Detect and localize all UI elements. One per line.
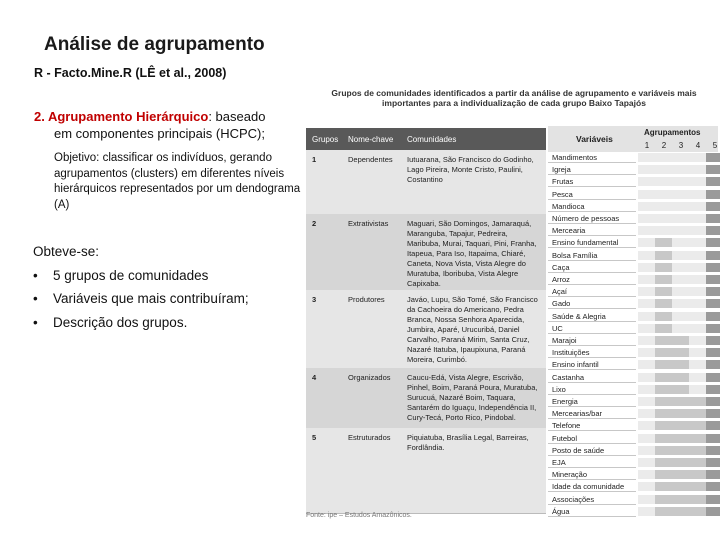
variable-name: Telefone: [552, 421, 581, 431]
group-name: Organizados: [348, 373, 391, 382]
group-column-number: 5: [712, 141, 718, 150]
variable-name: Mineração: [552, 470, 588, 480]
variable-name: Mercearias/bar: [552, 409, 603, 419]
variables-label: Variáveis: [576, 134, 613, 144]
matrix-cell: [689, 153, 706, 162]
table-row: [306, 368, 546, 429]
row-divider: [548, 321, 636, 322]
matrix-cell: [672, 482, 689, 491]
variable-name: Caça: [552, 262, 570, 272]
matrix-cell: [638, 251, 655, 260]
variable-row: [548, 385, 718, 395]
variable-name: Lixo: [552, 384, 566, 394]
group-number: 3: [312, 295, 317, 304]
variable-name: Saúde & Alegria: [552, 311, 606, 321]
variable-name: Igreja: [552, 165, 571, 175]
matrix-cell: [638, 421, 655, 430]
matrix-cell: [672, 299, 689, 308]
group-name: Extrativistas: [348, 219, 389, 228]
variable-row: [548, 446, 718, 456]
matrix-cell: [655, 190, 672, 199]
row-divider: [548, 260, 636, 261]
variable-name: Número de pessoas: [552, 214, 620, 223]
matrix-cell: [689, 190, 706, 199]
variable-name: Energia: [552, 397, 578, 406]
matrix-cell: [655, 238, 672, 247]
communities-table: [306, 128, 546, 513]
row-divider: [548, 296, 636, 297]
matrix-cell: [689, 434, 706, 443]
variable-name: Posto de saúde: [552, 445, 605, 455]
table-row: [306, 290, 546, 369]
group-name: Estruturados: [348, 433, 391, 442]
matrix-cell: [706, 190, 720, 199]
matrix-cell: [672, 324, 689, 333]
variable-row: [548, 226, 718, 236]
row-divider: [548, 284, 636, 285]
matrix-cell: [638, 287, 655, 296]
matrix-cell: [655, 153, 672, 162]
matrix-cell: [655, 324, 672, 333]
variable-row: [548, 202, 718, 212]
matrix-cell: [689, 348, 706, 357]
variable-row: [548, 470, 718, 480]
group-column-number: 1: [644, 141, 650, 150]
matrix-cell: [638, 336, 655, 345]
variable-name: EJA: [552, 458, 566, 467]
matrix-cell: [672, 177, 689, 186]
matrix-cell: [706, 495, 720, 504]
row-divider: [548, 455, 636, 456]
results-item: • 5 grupos de comunidades: [33, 264, 249, 288]
matrix-cell: [655, 507, 672, 516]
matrix-cell: [655, 226, 672, 235]
matrix-cell: [706, 287, 720, 296]
matrix-cell: [689, 312, 706, 321]
matrix-cell: [672, 287, 689, 296]
group-number: 5: [312, 433, 317, 442]
matrix-cell: [655, 385, 672, 394]
matrix-cell: [655, 275, 672, 284]
matrix-cell: [672, 336, 689, 345]
matrix-cell: [689, 226, 706, 235]
group-number: 1: [312, 155, 317, 164]
matrix-cell: [706, 202, 720, 211]
matrix-cell: [706, 238, 720, 247]
matrix-cell: [706, 153, 720, 162]
slide-title: Análise de agrupamento: [44, 34, 265, 55]
matrix-cell: [638, 299, 655, 308]
variable-row: [548, 373, 718, 383]
matrix-cell: [706, 336, 720, 345]
matrix-cell: [638, 324, 655, 333]
matrix-cell: [672, 409, 689, 418]
matrix-cell: [672, 495, 689, 504]
matrix-cell: [638, 458, 655, 467]
matrix-cell: [689, 507, 706, 516]
variable-name: Associações: [552, 494, 595, 504]
table-row: [306, 150, 546, 215]
matrix-cell: [638, 385, 655, 394]
variable-row: [548, 275, 718, 285]
row-divider: [548, 211, 636, 212]
figure-source: Fonte: ipe – Estudos Amazônicos.: [306, 512, 412, 519]
matrix-cell: [655, 446, 672, 455]
variable-name: Bolsa Família: [552, 250, 598, 260]
matrix-cell: [655, 287, 672, 296]
matrix-cell: [689, 336, 706, 345]
variable-row: [548, 507, 718, 517]
matrix-cell: [655, 421, 672, 430]
matrix-cell: [638, 470, 655, 479]
row-divider: [548, 430, 636, 431]
matrix-cell: [689, 287, 706, 296]
matrix-cell: [655, 214, 672, 223]
matrix-cell: [672, 275, 689, 284]
variable-row: [548, 214, 718, 224]
matrix-cell: [672, 434, 689, 443]
method-text-2: em componentes principais (HCPC);: [54, 126, 265, 141]
matrix-cell: [638, 238, 655, 247]
variable-row: [548, 348, 718, 358]
matrix-cell: [689, 214, 706, 223]
row-divider: [548, 333, 636, 334]
matrix-cell: [672, 385, 689, 394]
matrix-cell: [706, 263, 720, 272]
matrix-cell: [706, 324, 720, 333]
header-communities: Comunidades: [407, 135, 457, 144]
variable-row: [548, 251, 718, 261]
variable-row: [548, 458, 718, 468]
matrix-cell: [655, 458, 672, 467]
row-divider: [548, 247, 636, 248]
variable-name: Açaí: [552, 287, 568, 297]
results-item: • Variáveis que mais contribuíram;: [33, 287, 249, 311]
variable-name: Instituições: [552, 348, 590, 358]
variable-row: [548, 409, 718, 419]
matrix-cell: [655, 165, 672, 174]
variable-row: [548, 287, 718, 297]
matrix-cell: [706, 470, 720, 479]
matrix-cell: [672, 202, 689, 211]
matrix-cell: [638, 507, 655, 516]
matrix-cell: [672, 373, 689, 382]
header-group: Grupos: [312, 135, 339, 144]
matrix-cell: [638, 202, 655, 211]
matrix-cell: [672, 226, 689, 235]
matrix-cell: [672, 348, 689, 357]
matrix-cell: [638, 190, 655, 199]
row-divider: [548, 308, 636, 309]
matrix-cell: [706, 299, 720, 308]
matrix-cell: [689, 397, 706, 406]
matrix-cell: [689, 263, 706, 272]
variable-name: Frutas: [552, 177, 574, 187]
variable-name: Castanha: [552, 372, 585, 382]
variable-name: UC: [552, 323, 563, 333]
matrix-cell: [655, 360, 672, 369]
group-communities: Maguari, São Domingos, Jamaraquá, Maranguba, Tapajur, Pedreira, Maribuba, Murai, Taquari, Pini, Franha, Itapeua, Para Iso, Itapaima, Chiaré, Caneta, Nova Vista, Vista Alegre do Muratuba, Iboribuba, Vista Alegre Capixaba.: [407, 219, 537, 288]
matrix-cell: [706, 482, 720, 491]
matrix-cell: [689, 360, 706, 369]
variables-matrix: [548, 126, 718, 518]
matrix-cell: [689, 446, 706, 455]
matrix-cell: [706, 458, 720, 467]
matrix-cell: [655, 263, 672, 272]
matrix-cell: [655, 348, 672, 357]
row-divider: [548, 491, 636, 492]
matrix-cell: [672, 263, 689, 272]
variable-name: Idade da comunidade: [552, 482, 625, 492]
group-column-number: 3: [678, 141, 684, 150]
group-number: 2: [312, 219, 317, 228]
matrix-cell: [638, 373, 655, 382]
matrix-cell: [706, 446, 720, 455]
matrix-cell: [689, 373, 706, 382]
table-row: [306, 428, 546, 514]
row-divider: [548, 382, 636, 383]
matrix-cell: [706, 251, 720, 260]
matrix-cell: [689, 409, 706, 418]
results-list: [33, 264, 249, 335]
matrix-cell: [689, 421, 706, 430]
variable-name: Água: [552, 506, 570, 516]
matrix-cell: [655, 177, 672, 186]
matrix-cell: [672, 446, 689, 455]
slide-subtitle: R - Facto.Mine.R (LÊ et al., 2008): [34, 66, 227, 80]
matrix-cell: [638, 397, 655, 406]
row-divider: [548, 369, 636, 370]
matrix-cell: [689, 458, 706, 467]
matrix-cell: [672, 214, 689, 223]
matrix-cell: [706, 360, 720, 369]
variable-name: Futebol: [552, 433, 578, 443]
group-communities: Caucu-Edá, Vista Alegre, Escrivão, Pinhel, Boim, Paraná Poura, Muratuba, Surucuá, Nazaré Boim, Taquara, Santarém do Iguaçu, Independência II, Cury-Tecá, Porto Rico, Pindobal.: [407, 373, 538, 422]
variable-name: Mandioca: [552, 201, 585, 211]
variable-row: [548, 397, 718, 407]
matrix-cell: [689, 385, 706, 394]
variable-row: [548, 324, 718, 334]
matrix-cell: [706, 507, 720, 516]
row-divider: [548, 357, 636, 358]
group-communities: Iutuarana, São Francisco do Godinho, Lago Pireira, Monte Cristo, Paulini, Costantino: [407, 155, 534, 184]
matrix-cell: [689, 495, 706, 504]
row-divider: [548, 406, 636, 407]
objective-text: Objetivo: classificar os indivíduos, gerando agrupamentos (clusters) em diferentes níveis hierárquicos representados por um dendograma (A): [54, 152, 301, 211]
matrix-cell: [672, 507, 689, 516]
matrix-cell: [706, 397, 720, 406]
matrix-cell: [638, 214, 655, 223]
matrix-cell: [689, 482, 706, 491]
matrix-cell: [638, 165, 655, 174]
matrix-cell: [672, 458, 689, 467]
method-text-1: : baseado: [208, 109, 266, 124]
matrix-cell: [689, 238, 706, 247]
matrix-cell: [638, 177, 655, 186]
matrix-cell: [689, 324, 706, 333]
matrix-cell: [638, 153, 655, 162]
matrix-cell: [689, 251, 706, 260]
variable-row: [548, 177, 718, 187]
matrix-cell: [689, 299, 706, 308]
matrix-cell: [672, 360, 689, 369]
matrix-cell: [706, 177, 720, 186]
matrix-cell: [706, 434, 720, 443]
matrix-cell: [672, 153, 689, 162]
row-divider: [548, 199, 636, 200]
variable-row: [548, 299, 718, 309]
matrix-cell: [638, 275, 655, 284]
matrix-cell: [706, 226, 720, 235]
matrix-cell: [655, 434, 672, 443]
variable-name: Marajoi: [552, 336, 577, 345]
results-block: [33, 240, 249, 334]
row-divider: [548, 235, 636, 236]
variable-name: Ensino infantil: [552, 360, 599, 370]
matrix-cell: [706, 214, 720, 223]
variable-name: Gado: [552, 299, 571, 309]
variable-row: [548, 434, 718, 444]
matrix-cell: [689, 470, 706, 479]
matrix-cell: [655, 336, 672, 345]
row-divider: [548, 186, 636, 187]
matrix-cell: [655, 299, 672, 308]
row-divider: [548, 479, 636, 480]
matrix-cell: [672, 470, 689, 479]
matrix-cell: [706, 165, 720, 174]
method-description: [34, 108, 302, 142]
matrix-cell: [655, 409, 672, 418]
group-column-number: 2: [661, 141, 667, 150]
table-header: [306, 128, 546, 150]
matrix-cell: [706, 348, 720, 357]
matrix-cell: [672, 397, 689, 406]
variable-name: Mercearia: [552, 226, 586, 236]
row-divider: [548, 443, 636, 444]
row-divider: [548, 223, 636, 224]
group-number: 4: [312, 373, 317, 382]
matrix-cell: [706, 312, 720, 321]
variable-row: [548, 421, 718, 431]
matrix-cell: [672, 165, 689, 174]
group-column-number: 4: [695, 141, 701, 150]
matrix-cell: [672, 190, 689, 199]
variable-row: [548, 238, 718, 248]
matrix-cell: [638, 226, 655, 235]
matrix-cell: [655, 251, 672, 260]
row-divider: [548, 174, 636, 175]
matrix-cell: [689, 275, 706, 284]
results-item: • Descrição dos grupos.: [33, 311, 249, 335]
variable-row: [548, 312, 718, 322]
matrix-cell: [706, 409, 720, 418]
row-divider: [548, 467, 636, 468]
variable-name: Mandimentos: [552, 153, 598, 162]
row-divider: [548, 516, 636, 517]
header-keyword: Nome-chave: [348, 135, 394, 144]
row-divider: [548, 272, 636, 273]
matrix-cell: [638, 446, 655, 455]
matrix-cell: [638, 312, 655, 321]
table-row: [306, 214, 546, 291]
group-name: Dependentes: [348, 155, 393, 164]
matrix-cell: [672, 312, 689, 321]
matrix-cell: [689, 177, 706, 186]
matrix-cell: [655, 312, 672, 321]
matrix-cell: [638, 263, 655, 272]
group-communities: Piquiatuba, Brasília Legal, Barreiras, Fordlândia.: [407, 433, 529, 452]
variable-row: [548, 165, 718, 175]
results-intro: Obteve-se:: [33, 244, 100, 259]
matrix-cell: [638, 482, 655, 491]
variable-name: Pesca: [552, 189, 573, 199]
variable-row: [548, 495, 718, 505]
variable-name: Ensino fundamental: [552, 238, 619, 248]
matrix-cell: [672, 421, 689, 430]
row-divider: [548, 394, 636, 395]
row-divider: [548, 345, 636, 346]
variable-row: [548, 190, 718, 200]
matrix-cell: [706, 373, 720, 382]
variable-row: [548, 263, 718, 273]
matrix-cell: [706, 275, 720, 284]
group-name: Produtores: [348, 295, 385, 304]
matrix-cell: [655, 495, 672, 504]
matrix-cell: [638, 409, 655, 418]
matrix-cell: [638, 348, 655, 357]
matrix-cell: [706, 421, 720, 430]
row-divider: [548, 418, 636, 419]
matrix-cell: [655, 470, 672, 479]
row-divider: [548, 504, 636, 505]
matrix-cell: [638, 495, 655, 504]
matrix-cell: [689, 165, 706, 174]
method-heading: 2. Agrupamento Hierárquico: [34, 109, 209, 124]
matrix-cell: [672, 251, 689, 260]
variable-row: [548, 153, 718, 163]
variable-row: [548, 360, 718, 370]
variable-row: [548, 336, 718, 346]
figure-title: Grupos de comunidades identificados a partir da análise de agrupamento e variáveis mais importantes para a individualização de cada grupo Baixo Tapajós: [331, 88, 697, 108]
groups-label: Agrupamentos: [644, 128, 701, 137]
matrix-cell: [638, 360, 655, 369]
matrix-cell: [689, 202, 706, 211]
row-divider: [548, 162, 636, 163]
matrix-cell: [655, 202, 672, 211]
variable-row: [548, 482, 718, 492]
matrix-cell: [655, 397, 672, 406]
matrix-cell: [638, 434, 655, 443]
matrix-cell: [672, 238, 689, 247]
variable-name: Arroz: [552, 275, 570, 284]
matrix-cell: [655, 482, 672, 491]
matrix-cell: [655, 373, 672, 382]
matrix-cell: [706, 385, 720, 394]
variables-header: [548, 126, 718, 152]
group-communities: Javáo, Lupu, São Tomé, São Francisco da Cachoeira do Americano, Pedra Branca, Nossa Senhora Aparecida, Jumbira, Aparé, Urucuribá, Daniel Carvalho, Paraná Mirim, Santa Cruz, Nazaré Itatuba, Ipaupixuna, Paraná Moreira, Curimbó.: [407, 295, 538, 364]
